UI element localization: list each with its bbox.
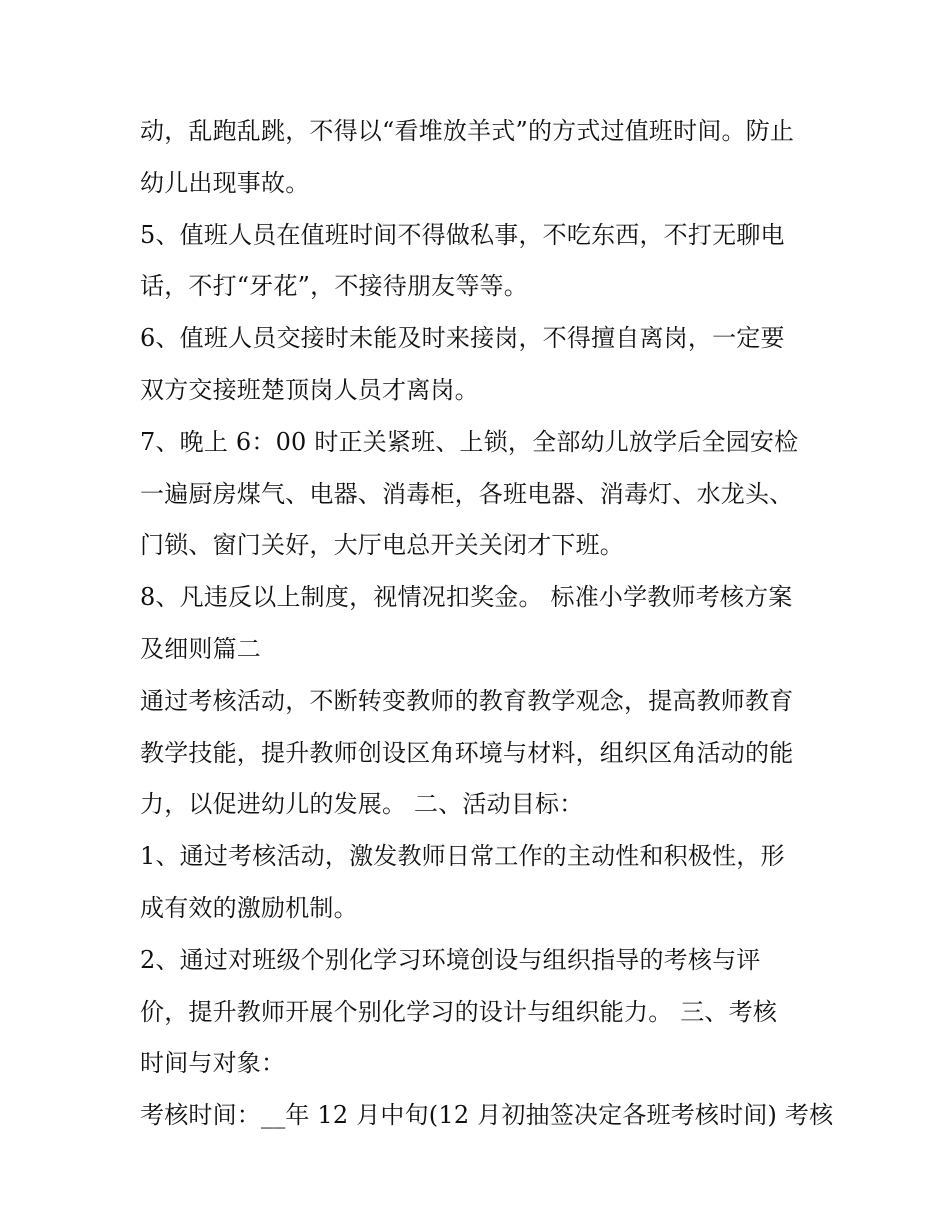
document-body (140, 106, 834, 1142)
text-line: 2、通过对班级个别化学习环境创设与组织指导的考核与评 (140, 945, 761, 974)
text-line: 5、值班人员在值班时间不得做私事，不吃东西，不打无聊电 (140, 220, 785, 249)
text-line: 通过考核活动，不断转变教师的教育教学观念，提高教师教育 (140, 686, 794, 715)
text-line: 考核时间：__年 12 月中旬(12 月初抽签决定各班考核时间) 考核 (140, 1101, 834, 1130)
text-line: 门锁、窗门关好，大厅电总开关关闭才下班。 (140, 531, 624, 560)
text-line: 教学技能，提升教师创设区角环境与材料，组织区角活动的能 (140, 738, 794, 767)
text-line: 双方交接班楚顶岗人员才离岗。 (140, 375, 479, 404)
text-line: 力，以促进幼儿的发展。 二、活动目标： (140, 790, 584, 819)
text-line: 时间与对象： (140, 1049, 286, 1078)
text-line: 价，提升教师开展个别化学习的设计与组织能力。 三、考核 (140, 997, 778, 1026)
text-line: 成有效的激励机制。 (140, 893, 358, 922)
text-line: 6、值班人员交接时未能及时来接岗，不得擅自离岗，一定要 (140, 324, 785, 353)
text-line: 7、晚上 6：00 时正关紧班、上锁，全部幼儿放学后全园安检 (140, 427, 799, 456)
text-line: 幼儿出现事故。 (140, 168, 310, 197)
text-line: 1、通过考核活动，激发教师日常工作的主动性和积极性，形 (140, 842, 785, 871)
text-line: 及细则篇二 (140, 634, 261, 663)
text-line: 动，乱跑乱跳，不得以“看堆放羊式”的方式过值班时间。防止 (140, 117, 795, 145)
text-line: 话，不打“牙花”，不接待朋友等等。 (140, 272, 528, 301)
text-line: 8、凡违反以上制度，视情况扣奖金。 标准小学教师考核方案 (140, 583, 793, 612)
text-line: 一遍厨房煤气、电器、消毒柜，各班电器、消毒灯、水龙头、 (140, 479, 794, 508)
